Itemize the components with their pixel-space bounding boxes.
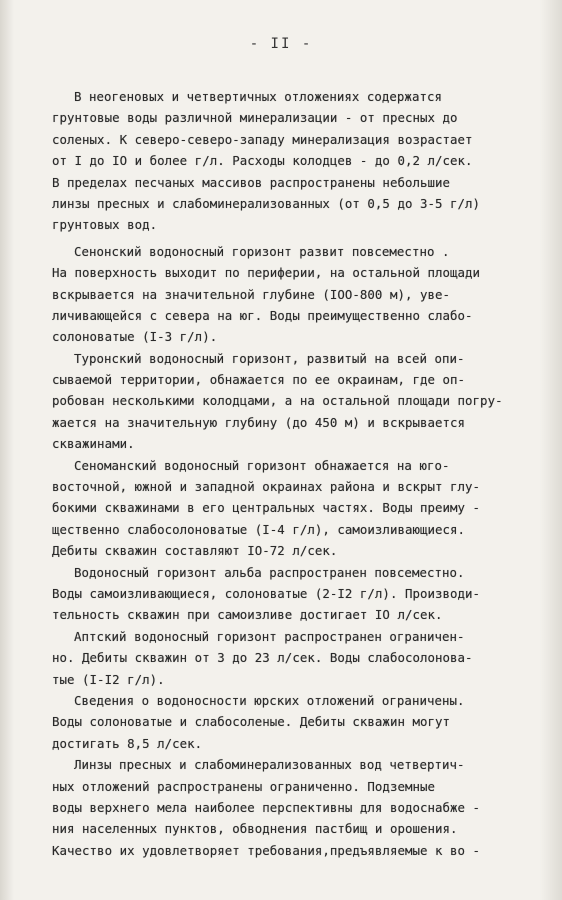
- paragraph-jurassic-line: Воды солоноватые и слабосоленые. Дебиты скважин могут: [52, 714, 451, 730]
- paragraph-albian-line: Водоносный горизонт альба распространен повсеместно.: [74, 564, 465, 580]
- body-text: [52, 86, 512, 861]
- paragraph-senonian-line: Сенонский водоносный горизонт развит повсеместно .: [74, 243, 450, 259]
- paragraph-senonian-line: личивающейся с севера на юг. Воды преимущественно слабо-: [52, 307, 473, 323]
- paragraph-lenses-line: ных отложений распространены ограниченно. Подземные: [52, 778, 435, 794]
- paragraph-turonian-line: жается на значительную глубину (до 450 м) и вскрывается: [52, 414, 466, 430]
- paragraph-aptian-line: Аптский водоносный горизонт распространен ограничен-: [74, 628, 465, 644]
- paragraph-lenses-line: Линзы пресных и слабоминерализованных вод четвертич-: [74, 757, 465, 773]
- paragraph-jurassic-line: Сведения о водоносности юрских отложений ограничены.: [74, 692, 465, 708]
- paragraph-senonian-line: вскрывается на значительной глубине (IOO-800 м), уве-: [52, 286, 451, 302]
- paragraph-albian-line: тельность скважин при самоизливе достигает IO л/сек.: [52, 607, 443, 623]
- paragraph-jurassic-line: достигать 8,5 л/сек.: [52, 735, 203, 751]
- paragraph-albian-line: Воды самоизливающиеся, солоноватые (2-I2 г/л). Производи-: [52, 585, 481, 601]
- paragraph-lenses-line: ния населенных пунктов, обводнения пастбищ и орошения.: [52, 821, 458, 837]
- paragraph-neogene-line: грунтовых вод.: [52, 217, 158, 233]
- paragraph-turonian-line: робован несколькими колодцами, а на остальной площади погру-: [52, 393, 503, 409]
- paragraph-aptian-line: но. Дебиты скважин от 3 до 23 л/сек. Воды слабосолонова-: [52, 650, 473, 666]
- paragraph-turonian-line: Туронский водоносный горизонт, развитый на всей опи-: [74, 350, 465, 366]
- paragraph-neogene-line: В неогеновых и четвертичных отложениях содержатся: [74, 89, 442, 104]
- paragraph-aptian-line: тые (I-I2 г/л).: [52, 671, 165, 687]
- paragraph-lenses-line: Качество их удовлетворяет требования,предъявляемые к во -: [52, 842, 481, 858]
- paragraph-cenomanian-line: восточной, южной и западной окраинах района и вскрыт глу-: [52, 479, 481, 495]
- paragraph-neogene-line: грунтовые воды различной минерализации - от пресных до: [52, 110, 458, 126]
- paragraph-neogene-line: соленых. К северо-северо-западу минерализация возрастает: [52, 131, 473, 147]
- paragraph-neogene-line: от I до IO и более г/л. Расходы колодцев - до 0,2 л/сек.: [52, 153, 473, 169]
- paragraph-cenomanian-line: щественно слабосолоноватые (I-4 г/л), самоизливающиеся.: [52, 521, 466, 537]
- paragraph-neogene-line: линзы пресных и слабоминерализованных (от 0,5 до 3-5 г/л): [52, 195, 481, 211]
- paragraph-neogene-line: В пределах песчаных массивов распространены небольшие: [52, 174, 451, 190]
- paragraph-cenomanian-line: Дебиты скважин составляют IO-72 л/сек.: [52, 543, 338, 559]
- paragraph-senonian-line: солоноватые (I-3 г/л).: [52, 329, 218, 345]
- paragraph-cenomanian-line: бокими скважинами в его центральных частях. Воды преиму -: [52, 500, 481, 516]
- paragraph-senonian-line: На поверхность выходит по периферии, на остальной площади: [52, 265, 481, 281]
- paragraph-cenomanian-line: Сеноманский водоносный горизонт обнажается на юго-: [74, 457, 450, 473]
- paragraph-turonian-line: скважинами.: [52, 436, 135, 452]
- page-number: - II -: [249, 36, 313, 52]
- paragraph-turonian-line: сываемой территории, обнажается по ее окраинам, где оп-: [52, 372, 466, 388]
- paragraph-lenses-line: воды верхнего мела наиболее перспективны для водоснабже -: [52, 799, 481, 815]
